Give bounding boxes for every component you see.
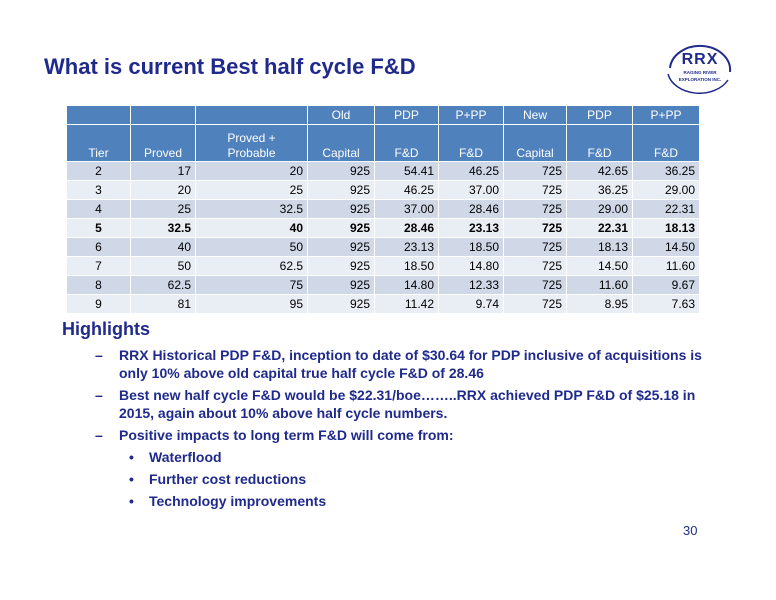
table-cell: 7.63	[633, 295, 700, 314]
table-cell: 32.5	[196, 200, 308, 219]
table-cell: 725	[504, 295, 567, 314]
bullet-mark: •	[129, 471, 134, 487]
table-cell: PDP	[567, 106, 633, 125]
dash-mark: –	[95, 427, 103, 443]
table-cell: Old	[308, 106, 375, 125]
table-cell: 18.50	[439, 238, 504, 257]
table-cell: Capital	[504, 125, 567, 162]
table-cell: New	[504, 106, 567, 125]
table-header-row	[67, 125, 700, 162]
table-cell: 11.60	[567, 276, 633, 295]
subitem-text: Further cost reductions	[149, 471, 307, 487]
dash-mark: –	[95, 387, 103, 403]
table-cell: 28.46	[439, 200, 504, 219]
table-cell: F&D	[633, 125, 700, 162]
table-row	[67, 257, 700, 276]
table-cell: 725	[504, 219, 567, 238]
table-row	[67, 219, 700, 238]
table-cell: 925	[308, 238, 375, 257]
logo-name: RRX	[681, 51, 719, 68]
table-cell: Capital	[308, 125, 375, 162]
table-cell: 725	[504, 257, 567, 276]
table-cell: 925	[308, 181, 375, 200]
table-cell: 18.13	[633, 219, 700, 238]
table-row	[67, 200, 700, 219]
table-cell: 28.46	[375, 219, 439, 238]
table-cell: 9	[67, 295, 131, 314]
page-number: 30	[683, 523, 698, 538]
table-cell: 725	[504, 238, 567, 257]
table-cell: 42.65	[567, 162, 633, 181]
table-cell: 29.00	[633, 181, 700, 200]
table-cell: 29.00	[567, 200, 633, 219]
table-cell: 14.80	[439, 257, 504, 276]
table-cell: 725	[504, 276, 567, 295]
table-cell: 8	[67, 276, 131, 295]
logo-text	[672, 52, 728, 82]
highlight-item	[95, 426, 715, 444]
table-cell: 9.67	[633, 276, 700, 295]
table-cell: 46.25	[375, 181, 439, 200]
table-cell: 32.5	[131, 219, 196, 238]
table-cell: 40	[196, 219, 308, 238]
subitem-text: Technology improvements	[149, 493, 327, 509]
bullet-mark: •	[129, 449, 134, 465]
table-cell: 8.95	[567, 295, 633, 314]
table-cell: PDP	[375, 106, 439, 125]
table-cell: 725	[504, 162, 567, 181]
table-cell: 54.41	[375, 162, 439, 181]
dash-mark: –	[95, 347, 103, 363]
table-cell: 4	[67, 200, 131, 219]
highlight-text: Positive impacts to long term F&D will come from:	[119, 427, 454, 443]
table-cell: 9.74	[439, 295, 504, 314]
table-cell	[67, 106, 131, 125]
table-cell: 925	[308, 295, 375, 314]
table-cell: 20	[196, 162, 308, 181]
table-cell: 11.42	[375, 295, 439, 314]
logo-sub-line2: EXPLORATION INC.	[678, 77, 722, 82]
highlight-subitem	[129, 470, 715, 488]
table-header-row	[67, 106, 700, 125]
fd-table	[66, 105, 700, 314]
table-row	[67, 295, 700, 314]
table-cell: 3	[67, 181, 131, 200]
table-cell: 12.33	[439, 276, 504, 295]
table-cell: 17	[131, 162, 196, 181]
highlight-subitem	[129, 448, 715, 466]
table-cell: 925	[308, 257, 375, 276]
table-cell: 5	[67, 219, 131, 238]
table-cell: 925	[308, 219, 375, 238]
highlight-text: Best new half cycle F&D would be $22.31/boe……..RRX achieved PDP F&D of $25.18 in 2015, again about 10% above half cycle numbers.	[119, 387, 696, 421]
table-cell: P+PP	[633, 106, 700, 125]
table-cell: 95	[196, 295, 308, 314]
table-cell: 37.00	[439, 181, 504, 200]
table-cell: 725	[504, 200, 567, 219]
table-cell: 22.31	[567, 219, 633, 238]
table-row	[67, 276, 700, 295]
highlight-subitem	[129, 492, 715, 510]
table-cell: 20	[131, 181, 196, 200]
highlights-heading: Highlights	[62, 319, 150, 339]
logo-sub-line1: RAGING RIVER	[683, 70, 717, 75]
table-cell: 81	[131, 295, 196, 314]
table-row	[67, 238, 700, 257]
table-row	[67, 162, 700, 181]
table-cell	[131, 106, 196, 125]
table-cell: 14.80	[375, 276, 439, 295]
table-cell: 37.00	[375, 200, 439, 219]
table-cell: 23.13	[439, 219, 504, 238]
table-cell	[196, 106, 308, 125]
highlight-item	[95, 386, 715, 422]
table-cell: F&D	[375, 125, 439, 162]
table-row	[67, 181, 700, 200]
table-cell: P+PP	[439, 106, 504, 125]
table-cell: 6	[67, 238, 131, 257]
subitem-text: Waterflood	[149, 449, 222, 465]
bullet-mark: •	[129, 493, 134, 509]
table-cell: 25	[131, 200, 196, 219]
highlight-text: RRX Historical PDP F&D, inception to date of $30.64 for PDP inclusive of acquisitions is only 10% above old capital true half cycle F&D of 28.46	[119, 347, 702, 381]
table-cell: 18.50	[375, 257, 439, 276]
table-cell: F&D	[439, 125, 504, 162]
table-cell: 46.25	[439, 162, 504, 181]
table-cell: 14.50	[633, 238, 700, 257]
table-cell: 725	[504, 181, 567, 200]
table-cell: 25	[196, 181, 308, 200]
table-cell: 62.5	[196, 257, 308, 276]
table-cell: 14.50	[567, 257, 633, 276]
table-cell: 7	[67, 257, 131, 276]
table-cell: 23.13	[375, 238, 439, 257]
table-cell: 18.13	[567, 238, 633, 257]
table-cell: 22.31	[633, 200, 700, 219]
table-cell: 50	[196, 238, 308, 257]
table-cell: Proved + Probable	[196, 125, 308, 162]
table-cell: 40	[131, 238, 196, 257]
table-cell: 2	[67, 162, 131, 181]
table-cell: Tier	[67, 125, 131, 162]
table-cell: 11.60	[633, 257, 700, 276]
table-cell: 925	[308, 276, 375, 295]
table-cell: 925	[308, 162, 375, 181]
table-cell: 36.25	[567, 181, 633, 200]
table-cell: 925	[308, 200, 375, 219]
highlight-item	[95, 346, 715, 382]
table-cell: F&D	[567, 125, 633, 162]
highlights-list	[95, 346, 715, 514]
table-cell: 50	[131, 257, 196, 276]
table-cell: 75	[196, 276, 308, 295]
table-cell: Proved	[131, 125, 196, 162]
table-cell: 36.25	[633, 162, 700, 181]
slide-title: What is current Best half cycle F&D	[44, 54, 416, 79]
table-cell: 62.5	[131, 276, 196, 295]
